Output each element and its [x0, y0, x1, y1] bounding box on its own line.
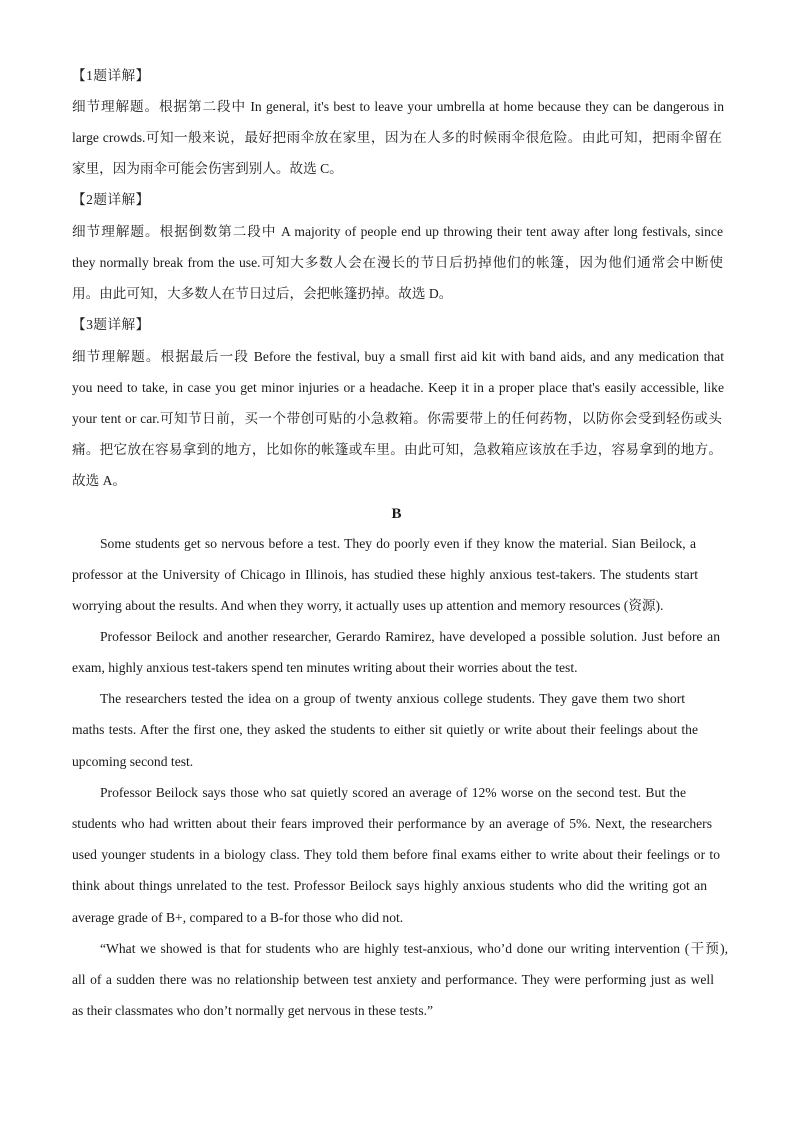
passage-line: Professor Beilock and another researcher, Gerardo Ramirez, have developed a possible solution. Just before an	[100, 629, 720, 644]
explanation-1-line: 家里，因为雨伞可能会伤害到别人。故选 C。	[72, 161, 343, 176]
explanation-2-line: 细节理解题。根据倒数第二段中 A majority of people end up throwing their tent away after long festivals, since	[72, 224, 723, 239]
passage-line: worrying about the results. And when they worry, it actually uses up attention and memory resources (资源).	[72, 598, 664, 613]
explanation-2-line: 用。由此可知，大多数人在节日过后，会把帐篷扔掉。故选 D。	[72, 286, 453, 301]
explanation-3-line: 故选 A。	[72, 473, 126, 488]
passage-line: maths tests. After the first one, they asked the students to either sit quietly or write about their feelings about the	[72, 722, 698, 737]
passage-line: upcoming second test.	[72, 754, 194, 769]
explanation-2-heading: 【2题详解】	[72, 192, 150, 207]
passage-line: “What we showed is that for students who are highly test-anxious, who’d done our writing intervention (干预),	[100, 941, 728, 956]
passage-line: professor at the University of Chicago in Illinois, has studied these highly anxious test-takers. The students start	[72, 567, 698, 582]
explanation-3-line: you need to take, in case you get minor injuries or a headache. Keep it in a proper place that's easily accessible, like	[72, 380, 724, 395]
section-b-title: B	[391, 506, 402, 522]
passage-line: exam, highly anxious test-takers spend ten minutes writing about their worries about the test.	[72, 660, 578, 675]
explanation-3-line: your tent or car.可知节日前，买一个带创可贴的小急救箱。你需要带上的任何药物，以防你会受到轻伤或头	[72, 411, 722, 426]
passage-line: used younger students in a biology class. They told them before final exams either to write about their feelings or to	[72, 847, 720, 862]
passage-line: The researchers tested the idea on a group of twenty anxious college students. They gave them two short	[100, 691, 685, 706]
passage-line: Some students get so nervous before a test. They do poorly even if they know the material. Sian Beilock, a	[100, 536, 696, 551]
explanation-1-heading: 【1题详解】	[72, 68, 150, 83]
passage-line: Professor Beilock says those who sat quietly scored an average of 12% worse on the second test. But the	[100, 785, 686, 800]
explanation-3-line: 痛。把它放在容易拿到的地方，比如你的帐篷或车里。由此可知，急救箱应该放在手边，容易拿到的地方。	[72, 442, 722, 457]
explanation-1-line: large crowds.可知一般来说，最好把雨伞放在家里，因为在人多的时候雨伞很危险。由此可知，把雨伞留在	[72, 130, 722, 145]
explanation-3-line: 细节理解题。根据最后一段 Before the festival, buy a small first aid kit with band aids, and any medication that	[72, 349, 724, 364]
explanation-1-line: 细节理解题。根据第二段中 In general, it's best to leave your umbrella at home because they can be dangerous in	[72, 99, 724, 114]
passage-line: average grade of B+, compared to a B-for those who did not.	[72, 910, 404, 925]
passage-line: students who had written about their fears improved their performance by an average of 5%. Next, the researchers	[72, 816, 712, 831]
passage-line: think about things unrelated to the test. Professor Beilock says highly anxious students who did the writing got an	[72, 878, 707, 893]
explanation-2-line: they normally break from the use.可知大多数人会在漫长的节日后扔掉他们的帐篷，因为他们通常会中断使	[72, 255, 723, 270]
explanation-3-heading: 【3题详解】	[72, 317, 150, 332]
passage-line: as their classmates who don’t normally get nervous in these tests.”	[72, 1003, 434, 1018]
passage-line: all of a sudden there was no relationship between test anxiety and performance. They were performing just as well	[72, 972, 714, 987]
